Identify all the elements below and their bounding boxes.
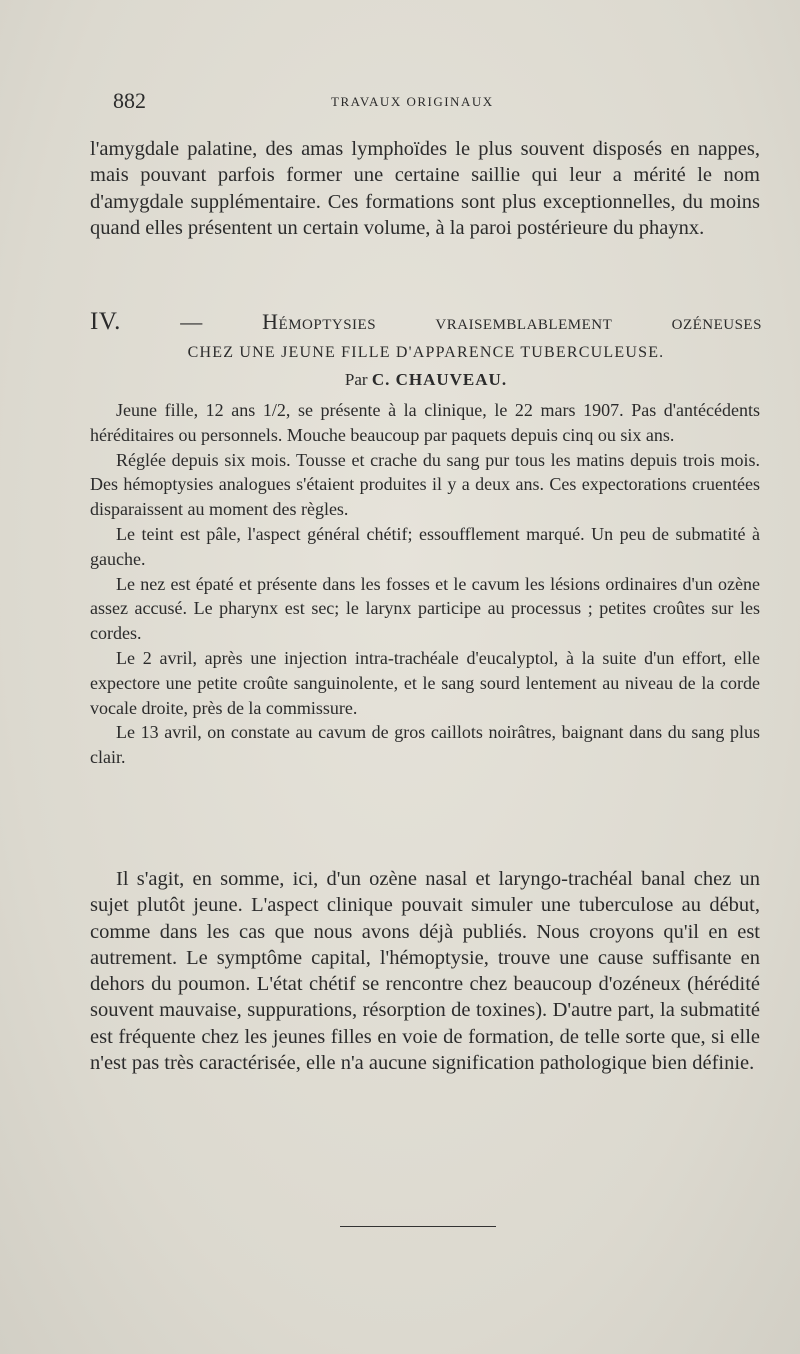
section-title-word3: ozéneuses — [671, 309, 762, 334]
byline — [90, 370, 762, 390]
section-title-word2: vraisemblablement — [435, 309, 613, 334]
intro-text: l'amygdale palatine, des amas lymphoïdes le plus souvent disposés en nappes, mais pouvant parfois former une certaine saillie qui leur a mérité le nom d'amygdale supplémentaire. Ces formations sont plus exceptionnelles, du moins quand elles présentent un certain volume, à la paroi postérieure du phaynx. — [90, 138, 760, 240]
section-numeral: IV. — [90, 308, 121, 335]
page-header — [113, 88, 673, 118]
discussion-text: Il s'agit, en somme, ici, d'un ozène nasal et laryngo-trachéal banal chez un sujet plutôt jeune. L'aspect clinique pouvait simuler une tuberculose au début, comme dans les cas que nous avons déjà publiés. Nous croyons qu'il en est autrement. Le symptôme capital, l'hémoptysie, trouve une cause suffisante en dehors du poumon. L'état chétif se rencontre chez beaucoup d'ozéneux (hérédité souvent mauvaise, suppurations, résorption de toxines). D'autre part, la submatité est fréquente chez les jeunes filles en voie de formation, de telle sorte que, si elle n'est pas très caractérisée, elle n'a aucune signification pathologique bien définie. — [90, 868, 760, 1075]
discussion-paragraph — [90, 866, 760, 1076]
case-report — [90, 398, 760, 770]
section-title-word1: Hémoptysies — [262, 309, 377, 334]
section-heading — [90, 308, 762, 390]
case-paragraph: Le teint est pâle, l'aspect général chétif; essoufflement marqué. Un peu de submatité à gauche. — [90, 523, 760, 569]
section-title-line1 — [90, 308, 762, 336]
byline-prefix: Par — [344, 370, 368, 389]
intro-paragraph — [90, 136, 760, 242]
page-number: 882 — [113, 88, 146, 113]
section-dash: — — [180, 309, 203, 334]
end-rule — [340, 1226, 496, 1227]
author-name: C. CHAUVEAU. — [371, 370, 508, 389]
section-title-line2: CHEZ UNE JEUNE FILLE D'APPARENCE TUBERCULEUSE. — [187, 344, 665, 361]
case-paragraph: Jeune fille, 12 ans 1/2, se présente à la clinique, le 22 mars 1907. Pas d'antécédents héréditaires ou personnels. Mouche beaucoup par paquets depuis cinq ou six ans. — [90, 400, 760, 445]
case-paragraph: Le 2 avril, après une injection intra-trachéale d'eucalyptol, à la suite d'un effort, elle expectore une petite croûte sanguinolente, et le sang sourd lentement au niveau de la corde vocale droite, près de la commissure. — [90, 647, 760, 718]
case-paragraph: Le 13 avril, on constate au cavum de gros caillots noirâtres, baignant dans du sang plus clair. — [90, 722, 760, 768]
case-paragraph: Réglée depuis six mois. Tousse et crache du sang pur tous les matins depuis trois mois. Des hémoptysies analogues s'étaient produites il y a deux ans. Ces expectorations cruentées disparaissent au moment des règles. — [90, 449, 760, 520]
case-paragraph: Le nez est épaté et présente dans les fosses et le cavum les lésions ordinaires d'un ozène assez accusé. Le pharynx est sec; le larynx participe au processus ; petites croûtes sur les cordes. — [90, 573, 760, 644]
running-title: TRAVAUX ORIGINAUX — [331, 94, 494, 109]
